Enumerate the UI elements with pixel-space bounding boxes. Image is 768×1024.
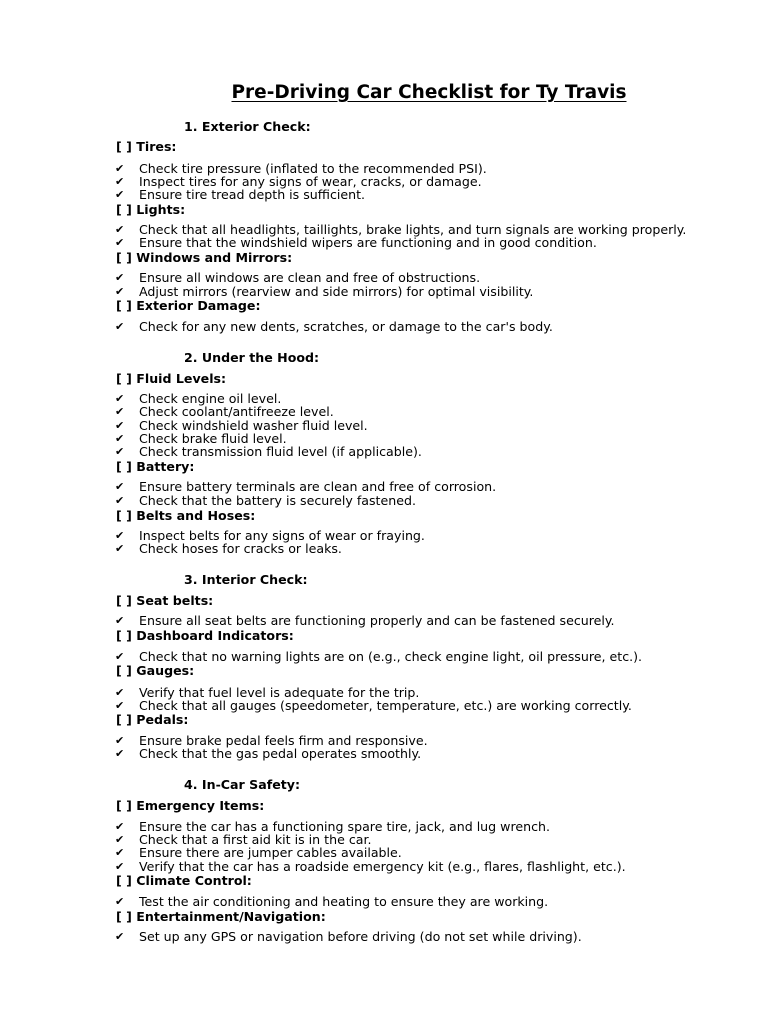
checklist-item-text: Check brake fluid level. [139,431,287,446]
checklist-item [115,271,480,285]
checkmark-icon: ✔ [115,895,125,908]
checklist-item-text: Check coolant/antifreeze level. [139,404,334,419]
checklist-item-text: Ensure there are jumper cables available. [139,845,402,860]
checklist-group-label: [ ] Exterior Damage: [116,298,261,313]
checkmark-icon: ✔ [115,494,125,507]
checklist-group-label: [ ] Fluid Levels: [116,371,227,386]
checklist-item-text: Ensure the car has a functioning spare tire, jack, and lug wrench. [139,819,551,834]
checklist-item [115,405,334,419]
checklist-group-label: [ ] Dashboard Indicators: [116,628,294,643]
checklist-group-label: [ ] Tires: [116,139,177,154]
section-heading: 2. Under the Hood: [184,350,320,365]
checklist-item-text: Ensure tire tread depth is sufficient. [139,187,366,202]
checkmark-icon: ✔ [115,930,125,943]
checkmark-icon: ✔ [115,860,125,873]
checkmark-icon: ✔ [115,833,125,846]
checklist-group-label: [ ] Windows and Mirrors: [116,250,293,265]
checkmark-icon: ✔ [115,445,125,458]
checkmark-icon: ✔ [115,419,125,432]
checklist-item-text: Ensure that the windshield wipers are functioning and in good condition. [139,235,597,250]
checklist-item [115,542,342,556]
checklist-group-label: [ ] Lights: [116,202,186,217]
checklist-item [115,188,365,202]
checklist-group-label: [ ] Entertainment/Navigation: [116,909,326,924]
checklist-item-text: Inspect belts for any signs of wear or fraying. [139,528,425,543]
checkmark-icon: ✔ [115,614,125,627]
checkmark-icon: ✔ [115,480,125,493]
checkmark-icon: ✔ [115,320,125,333]
checklist-item-text: Inspect tires for any signs of wear, cracks, or damage. [139,174,482,189]
checklist-item-text: Ensure all windows are clean and free of obstructions. [139,270,481,285]
checklist-item-text: Check that all gauges (speedometer, temperature, etc.) are working correctly. [139,698,632,713]
checklist-item-text: Check hoses for cracks or leaks. [139,541,342,556]
section-heading: 1. Exterior Check: [184,119,311,134]
checklist-item-text: Check that the gas pedal operates smoothly. [139,746,422,761]
checkmark-icon: ✔ [115,188,125,201]
checklist-item-text: Ensure all seat belts are functioning properly and can be fastened securely. [139,613,615,628]
checklist-item-text: Ensure battery terminals are clean and free of corrosion. [139,479,497,494]
checklist-group-label: [ ] Pedals: [116,712,189,727]
checklist-item-text: Verify that the car has a roadside emergency kit (e.g., flares, flashlight, etc.). [139,859,626,874]
checklist-item [115,650,642,664]
section-heading: 4. In-Car Safety: [184,777,301,792]
checkmark-icon: ✔ [115,686,125,699]
checkmark-icon: ✔ [115,432,125,445]
checkmark-icon: ✔ [115,175,125,188]
checkmark-icon: ✔ [115,650,125,663]
checklist-item-text: Adjust mirrors (rearview and side mirrors) for optimal visibility. [139,284,534,299]
checkmark-icon: ✔ [115,285,125,298]
checkmark-icon: ✔ [115,820,125,833]
checklist-item-text: Check for any new dents, scratches, or damage to the car's body. [139,319,553,334]
checklist-item [115,860,626,874]
checklist-item [115,747,421,761]
checkmark-icon: ✔ [115,747,125,760]
checkmark-icon: ✔ [115,734,125,747]
checklist-item [115,320,553,334]
checklist-item-text: Check that all headlights, taillights, brake lights, and turn signals are working properly. [139,222,687,237]
checklist-item-text: Check tire pressure (inflated to the recommended PSI). [139,161,487,176]
checklist-item-text: Check that no warning lights are on (e.g., check engine light, oil pressure, etc.). [139,649,643,664]
checklist-item-text: Check that the battery is securely fastened. [139,493,416,508]
section-heading: 3. Interior Check: [184,572,308,587]
checklist-item [115,285,533,299]
checklist-item [115,699,632,713]
page-title: Pre-Driving Car Checklist for Ty Travis [231,82,627,103]
checklist-group-label: [ ] Gauges: [116,663,195,678]
checklist-item [115,236,597,250]
checklist-item-text: Check windshield washer fluid level. [139,418,368,433]
checkmark-icon: ✔ [115,699,125,712]
checklist-item [115,480,496,494]
checkmark-icon: ✔ [115,392,125,405]
checklist-group-label: [ ] Seat belts: [116,593,214,608]
checklist-item [115,614,615,628]
checkmark-icon: ✔ [115,223,125,236]
checklist-item-text: Set up any GPS or navigation before driving (do not set while driving). [139,929,582,944]
checklist-item-text: Test the air conditioning and heating to ensure they are working. [139,894,549,909]
checkmark-icon: ✔ [115,405,125,418]
checklist-group-label: [ ] Belts and Hoses: [116,508,256,523]
checklist-item [115,846,402,860]
checkmark-icon: ✔ [115,542,125,555]
checklist-item [115,445,422,459]
checklist-item-text: Check engine oil level. [139,391,282,406]
checklist-group-label: [ ] Battery: [116,459,195,474]
checklist-item [115,895,548,909]
checklist-item [115,930,582,944]
checklist-item-text: Check that a first aid kit is in the car. [139,832,372,847]
checklist-item [115,494,416,508]
checklist-item-text: Verify that fuel level is adequate for the trip. [139,685,420,700]
checkmark-icon: ✔ [115,236,125,249]
checklist-group-label: [ ] Emergency Items: [116,798,265,813]
checkmark-icon: ✔ [115,271,125,284]
checkmark-icon: ✔ [115,162,125,175]
checkmark-icon: ✔ [115,529,125,542]
checklist-group-label: [ ] Climate Control: [116,873,252,888]
checkmark-icon: ✔ [115,846,125,859]
checklist-item-text: Ensure brake pedal feels firm and responsive. [139,733,428,748]
checklist-item-text: Check transmission fluid level (if applicable). [139,444,422,459]
